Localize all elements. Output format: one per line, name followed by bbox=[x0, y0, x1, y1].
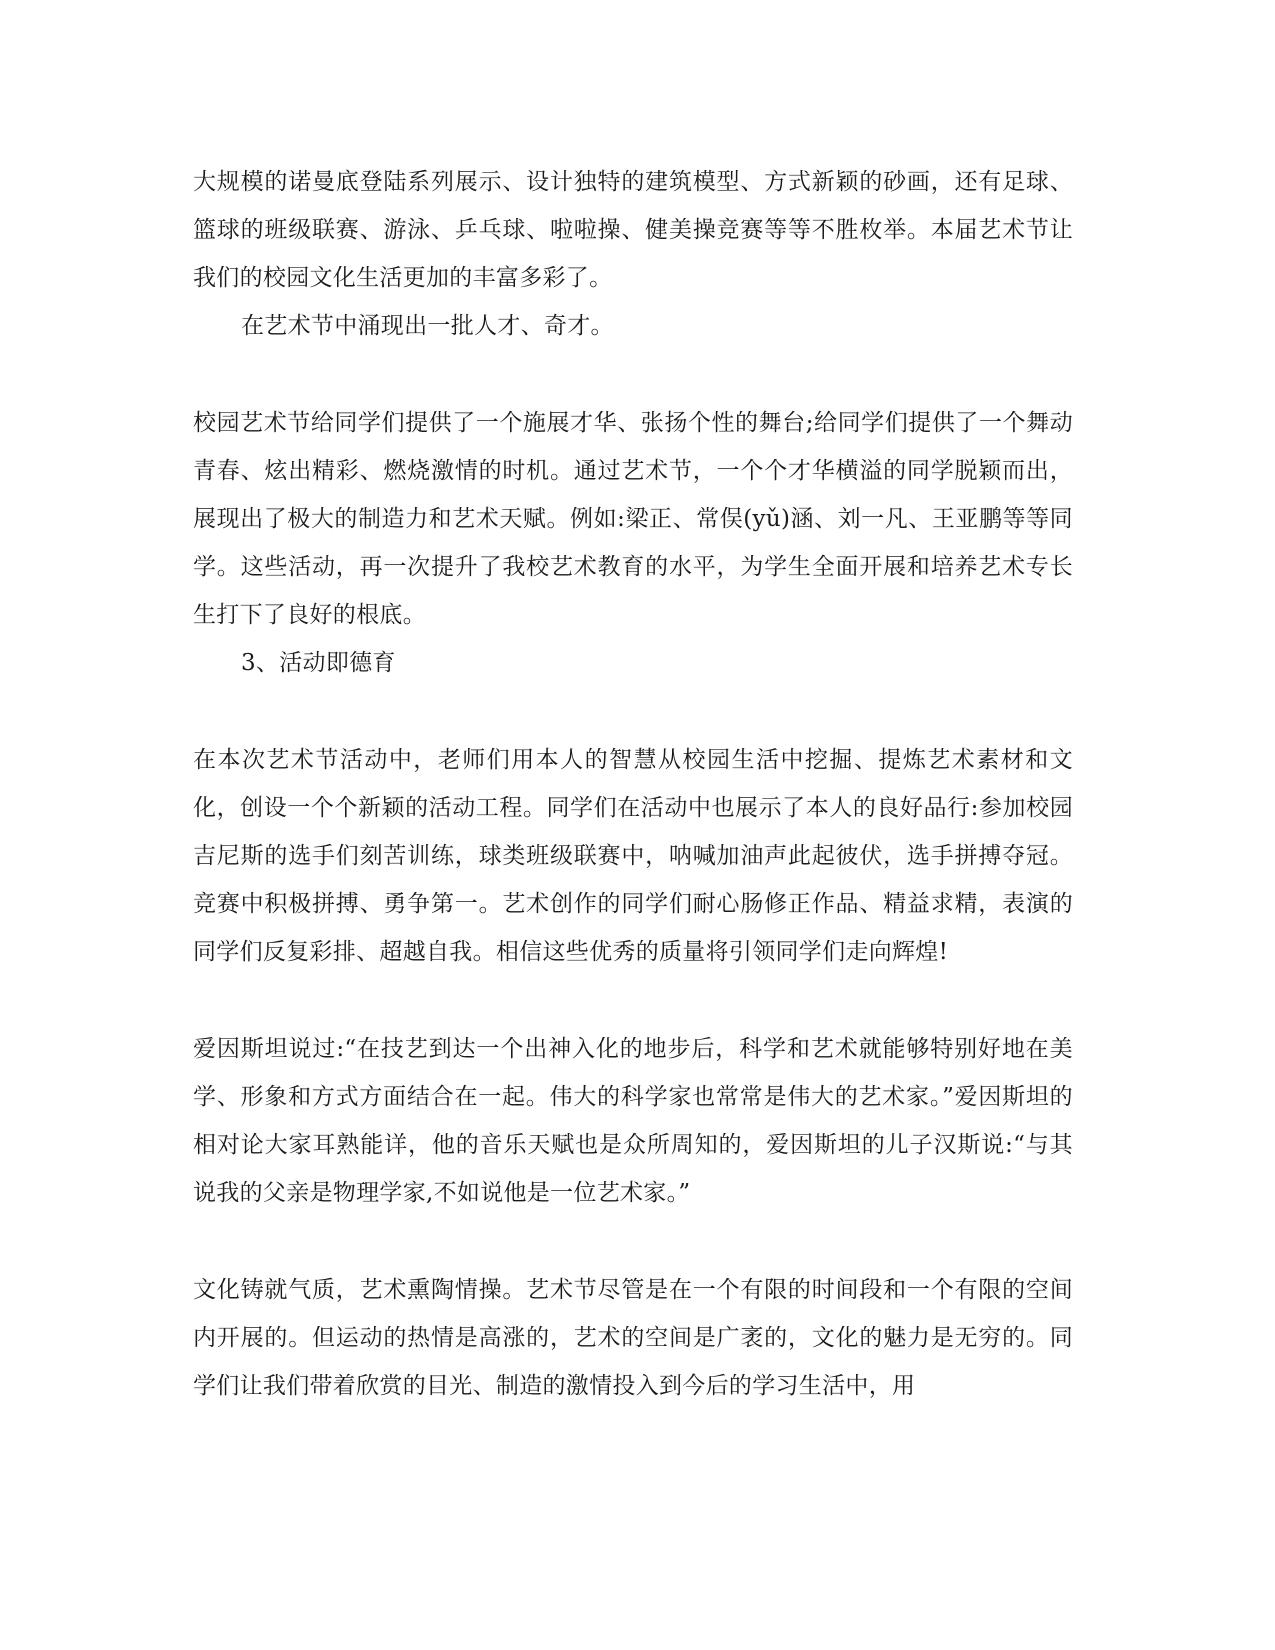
paragraph-gap bbox=[193, 350, 1073, 399]
paragraph-moral-education: 在本次艺术节活动中，老师们用本人的智慧从校园生活中挖掘、提炼艺术素材和文化，创设一个个新颖的活动工程。同学们在活动中也展示了本人的良好品行:参加校园吉尼斯的选手们刻苦训练，球类班级联赛中，呐喊加油声此起彼伏，选手拼搏夺冠。竞赛中积极拼搏、勇争第一。艺术创作的同学们耐心肠修正作品、精益求精，表演的同学们反复彩排、超越自我。相信这些优秀的质量将引领同学们走向辉煌! bbox=[193, 747, 1073, 965]
document-body bbox=[193, 158, 1073, 1410]
paragraph-talent-stage: 校园艺术节给同学们提供了一个施展才华、张扬个性的舞台;给同学们提供了一个舞动青春、炫出精彩、燃烧激情的时机。通过艺术节，一个个才华横溢的同学脱颖而出，展现出了极大的制造力和艺术天赋。例如:梁正、常俣(yǔ)涵、刘一凡、王亚鹏等等同学。这些活动，再一次提升了我校艺术教育的水平，为学生全面开展和培养艺术专长生打下了良好的根底。 bbox=[193, 410, 1073, 628]
paragraph-talent-heading: 在艺术节中涌现出一批人才、奇才。 bbox=[241, 313, 614, 339]
paragraph-festival-activities: 大规模的诺曼底登陆系列展示、设计独特的建筑模型、方式新颖的砂画，还有足球、篮球的班级联赛、游泳、乒乓球、啦啦操、健美操竞赛等等不胜枚举。本届艺术节让我们的校园文化生活更加的丰富多彩了。 bbox=[193, 169, 1073, 291]
paragraph-gap bbox=[193, 687, 1073, 736]
paragraph-gap bbox=[193, 1217, 1073, 1266]
paragraph-gap bbox=[193, 976, 1073, 1025]
paragraph-culture-conclusion: 文化铸就气质，艺术熏陶情操。艺术节尽管是在一个有限的时间段和一个有限的空间内开展的。但运动的热情是高涨的，艺术的空间是广袤的，文化的魅力是无穷的。同学们让我们带着欣赏的目光、制造的激情投入到今后的学习生活中，用 bbox=[193, 1277, 1073, 1399]
paragraph-einstein-quote: 爱因斯坦说过:“在技艺到达一个出神入化的地步后，科学和艺术就能够特别好地在美学、形象和方式方面结合在一起。伟大的科学家也常常是伟大的艺术家。”爱因斯坦的相对论大家耳熟能详，他的音乐天赋也是众所周知的，爱因斯坦的儿子汉斯说:“与其说我的父亲是物理学家,不如说他是一位艺术家。” bbox=[193, 1036, 1073, 1206]
paragraph-moral-heading: 3、活动即德育 bbox=[241, 650, 396, 676]
